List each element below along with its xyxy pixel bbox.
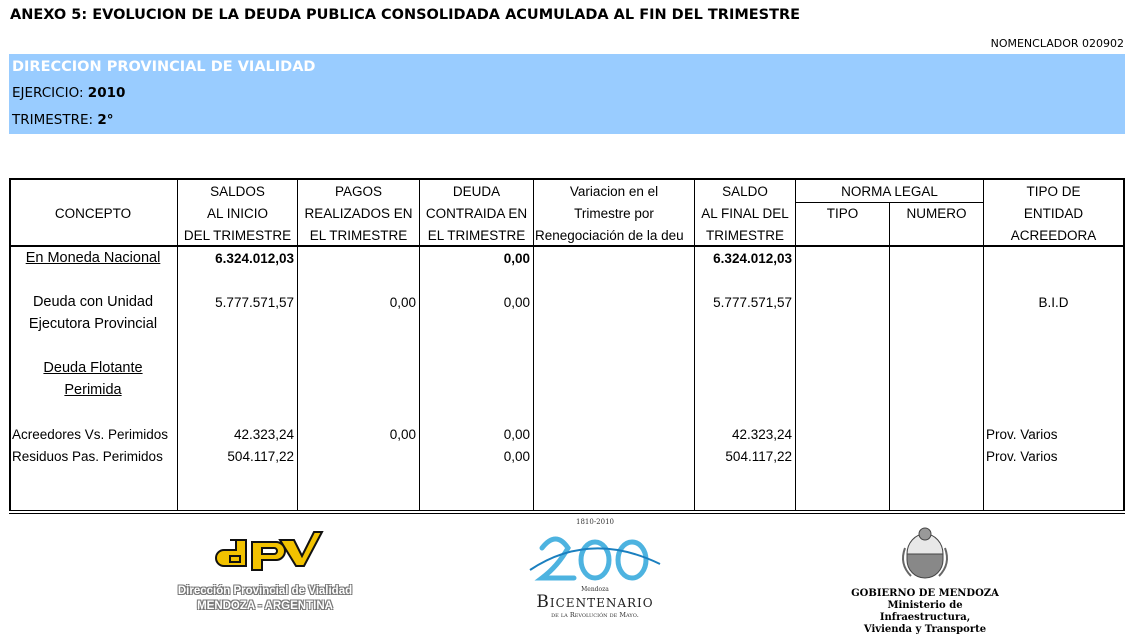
header-saldo-final-3: TRIMESTRE bbox=[705, 228, 784, 243]
trimestre-label: TRIMESTRE: bbox=[12, 112, 98, 128]
row-saldo-inicio: 42.323,24 bbox=[233, 427, 294, 442]
trimestre-value: 2° bbox=[97, 112, 114, 128]
trimestre-line bbox=[12, 112, 114, 128]
dpv-name: Dirección Provincial de Vialidad bbox=[177, 585, 353, 597]
header-entidad-2: ENTIDAD bbox=[1023, 206, 1084, 221]
bicentenario-years: 1810-2010 bbox=[576, 518, 614, 526]
header-norma-legal: NORMA LEGAL bbox=[841, 184, 938, 199]
row-entidad: Prov. Varios bbox=[986, 427, 1058, 442]
header-entidad-3: ACREEDORA bbox=[1010, 228, 1097, 243]
row-concepto: Residuos Pas. Perimidos bbox=[12, 449, 163, 464]
row-concepto-line2: Ejecutora Provincial bbox=[28, 316, 158, 332]
row-concepto-line1: Deuda con Unidad bbox=[32, 294, 154, 310]
header-tipo: TIPO bbox=[826, 206, 859, 221]
bicentenario-logo bbox=[520, 518, 670, 630]
row-saldo-inicio: 6.324.012,03 bbox=[215, 251, 294, 266]
title-prefix: ANEXO 5 bbox=[10, 7, 82, 23]
header-deuda-3: EL TRIMESTRE bbox=[427, 228, 526, 243]
report-title bbox=[10, 7, 800, 23]
col-border-left bbox=[9, 178, 11, 511]
row-entidad: Prov. Varios bbox=[986, 449, 1058, 464]
header-variacion-3: Renegociación de la deu bbox=[535, 228, 684, 243]
row-pagos: 0,00 bbox=[389, 427, 416, 442]
header-deuda-1: DEUDA bbox=[452, 184, 501, 199]
row-pagos: 0,00 bbox=[389, 295, 416, 310]
header-deuda-2: CONTRAIDA EN bbox=[425, 206, 528, 221]
row-saldo-final: 42.323,24 bbox=[731, 427, 792, 442]
header-variacion-1: Variacion en el bbox=[569, 184, 659, 199]
dpv-logo bbox=[160, 528, 370, 618]
bicentenario-title: Bicentenario bbox=[536, 592, 654, 612]
row-saldo-final: 6.324.012,03 bbox=[713, 251, 792, 266]
header-variacion-2: Trimestre por bbox=[574, 206, 654, 221]
header-pagos-2: REALIZADOS EN bbox=[304, 206, 413, 221]
nomenclador: NOMENCLADOR 020902 bbox=[990, 37, 1124, 50]
bicentenario-subtitle: de la Revolución de Mayo. bbox=[551, 611, 639, 619]
row-entidad: B.I.D bbox=[1038, 295, 1069, 310]
ejercicio-value: 2010 bbox=[87, 85, 126, 101]
row-saldo-inicio: 5.777.571,57 bbox=[215, 295, 294, 310]
row-concepto-line1: Deuda Flotante bbox=[43, 360, 143, 376]
header-saldos-1: SALDOS bbox=[210, 184, 265, 199]
header-entidad-1: TIPO DE bbox=[1026, 184, 1081, 199]
organismo-name: DIRECCION PROVINCIAL DE VIALIDAD bbox=[12, 59, 316, 75]
header-saldos-3: DEL TRIMESTRE bbox=[183, 228, 292, 243]
row-deuda: 0,00 bbox=[503, 427, 530, 442]
row-concepto-line2: Perimida bbox=[64, 382, 122, 398]
dpv-emblem-icon bbox=[160, 528, 370, 576]
header-pagos-1: PAGOS bbox=[334, 184, 382, 199]
row-concepto: Acreedores Vs. Perimidos bbox=[12, 427, 169, 442]
bicentenario-city: Mendoza bbox=[581, 586, 609, 593]
row-deuda: 0,00 bbox=[503, 449, 530, 464]
col-border bbox=[889, 202, 890, 511]
header-pagos-3: EL TRIMESTRE bbox=[309, 228, 408, 243]
row-deuda: 0,00 bbox=[503, 251, 530, 266]
gobierno-name: GOBIERNO DE MENDOZA bbox=[851, 588, 999, 599]
header-numero: NUMERO bbox=[906, 206, 967, 221]
header-saldo-final-2: AL FINAL DEL bbox=[701, 206, 789, 221]
row-deuda: 0,00 bbox=[503, 295, 530, 310]
row-concepto: En Moneda Nacional bbox=[25, 250, 161, 266]
header-concepto: CONCEPTO bbox=[54, 206, 132, 221]
row-saldo-final: 504.117,22 bbox=[725, 449, 792, 464]
gobierno-mendoza-logo bbox=[845, 524, 1005, 635]
header-band bbox=[9, 54, 1125, 134]
provincial-coat-of-arms-icon bbox=[845, 524, 1005, 580]
title-rest: : EVOLUCION DE LA DEUDA PUBLICA CONSOLIDADA ACUMULADA AL FIN DEL TRIMESTRE bbox=[81, 7, 801, 23]
debt-table bbox=[9, 178, 1125, 514]
ministerio-line2: Vivienda y Transporte bbox=[863, 624, 987, 635]
ejercicio-line bbox=[12, 85, 125, 101]
table-bottom-border-2 bbox=[9, 513, 1125, 514]
ejercicio-label: EJERCICIO: bbox=[12, 85, 88, 101]
header-saldos-2: AL INICIO bbox=[206, 206, 268, 221]
row-saldo-final: 5.777.571,57 bbox=[713, 295, 792, 310]
header-saldo-final-1: SALDO bbox=[722, 184, 768, 199]
row-saldo-inicio: 504.117,22 bbox=[227, 449, 294, 464]
dpv-location: MENDOZA - ARGENTINA bbox=[197, 600, 333, 612]
bicentenario-200-icon bbox=[520, 526, 670, 586]
ministerio-line1: Ministerio de Infraestructura, bbox=[879, 600, 971, 623]
